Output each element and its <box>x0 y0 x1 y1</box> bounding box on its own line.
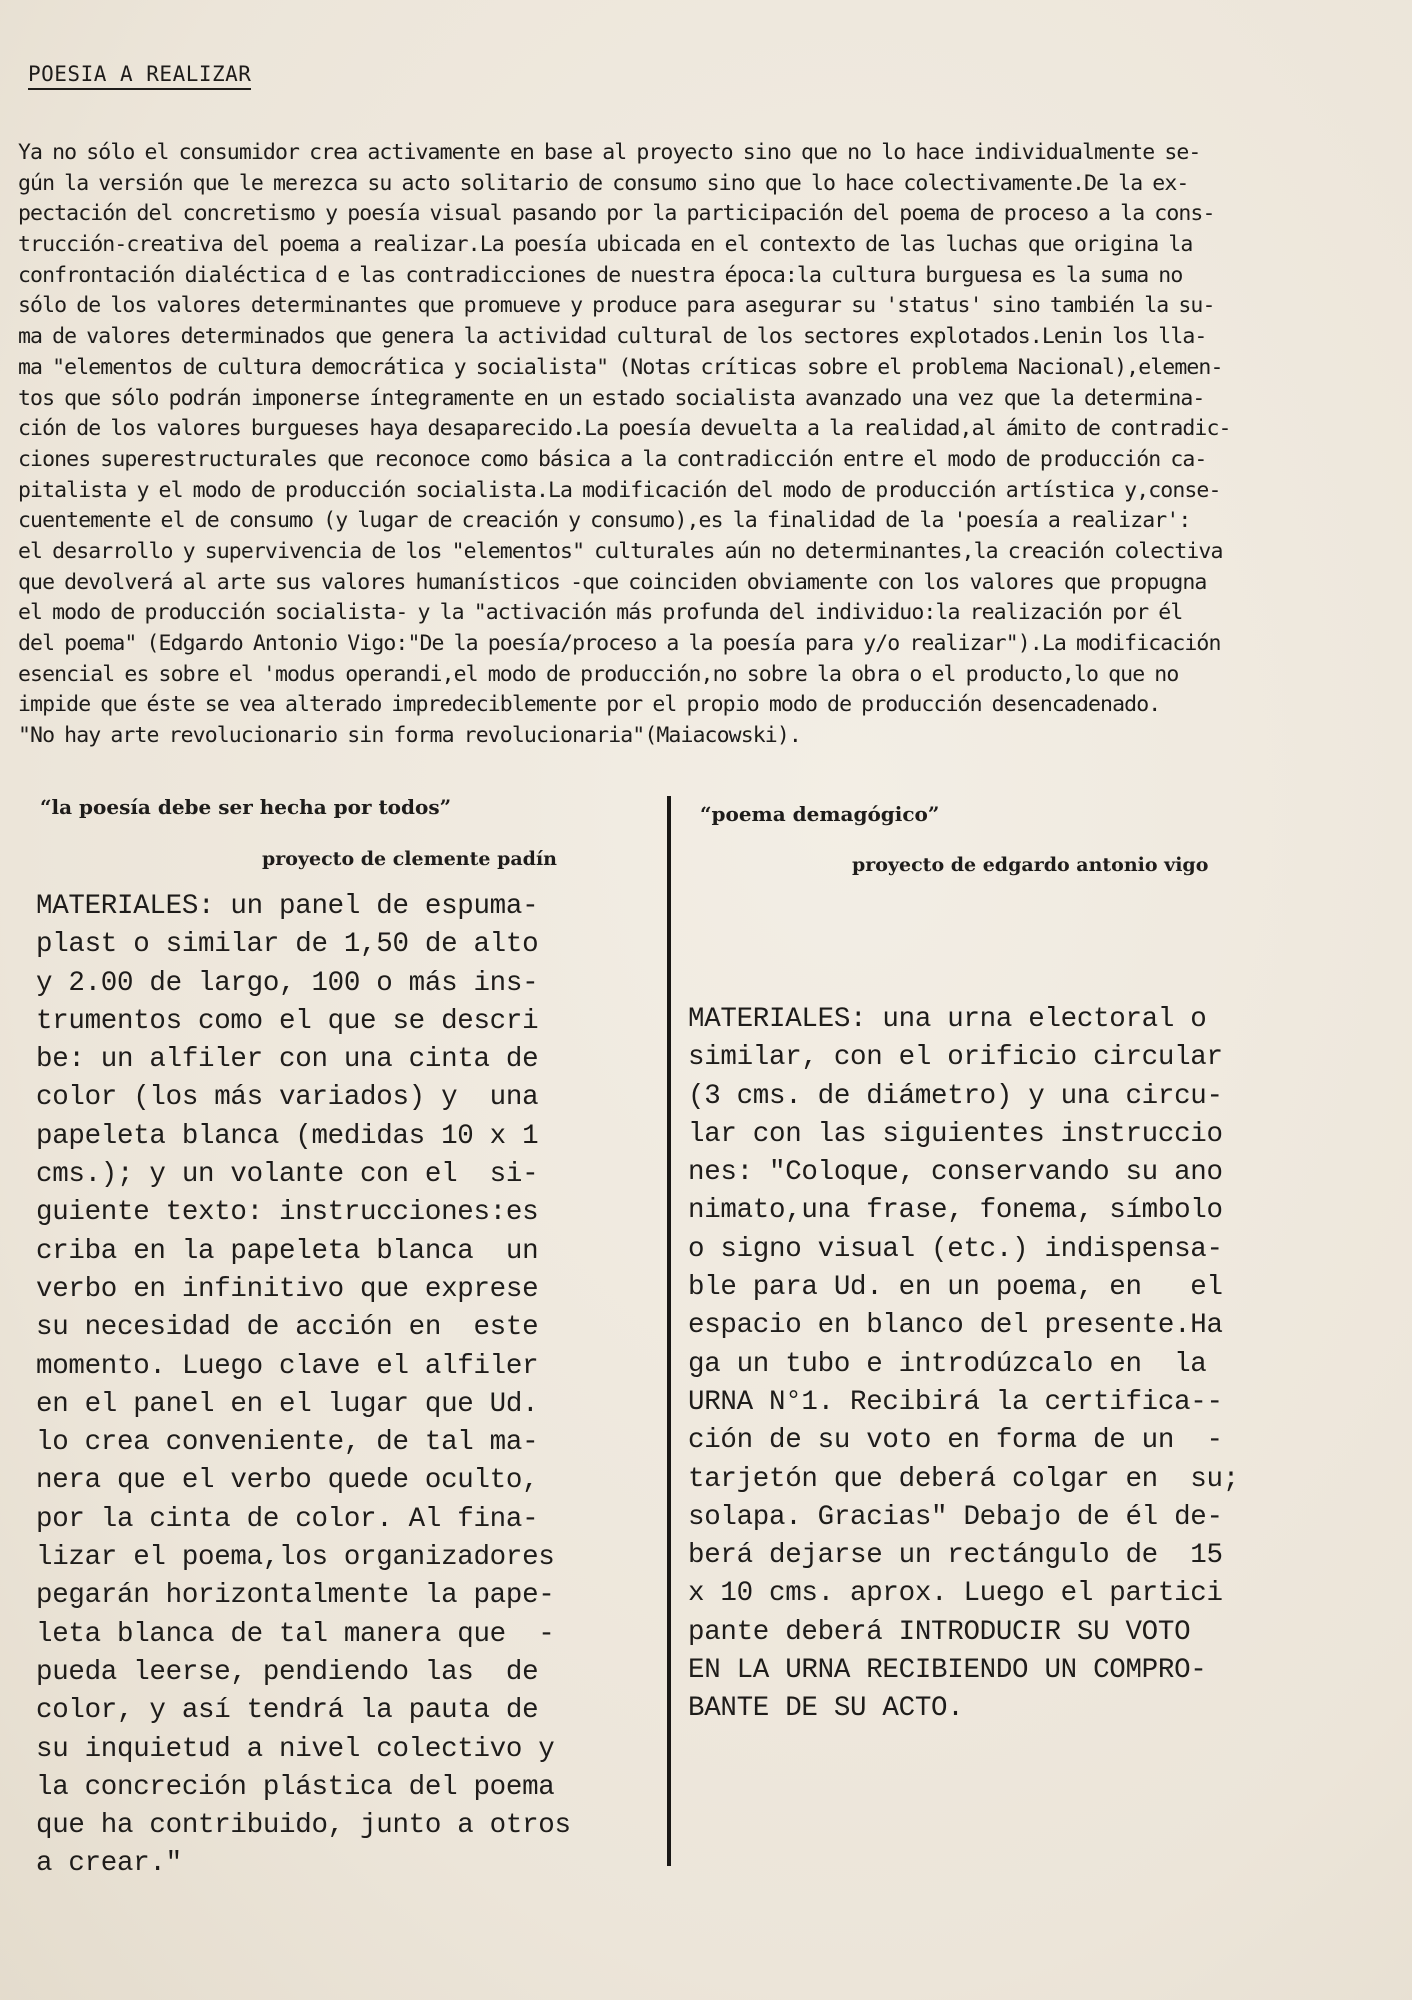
left-column-line: color (los más variados) y una <box>36 1082 539 1114</box>
left-column-line: be: un alfiler con una cinta de <box>36 1044 539 1076</box>
right-column-line: MATERIALES: una urna electoral o <box>688 1004 1207 1035</box>
right-column-line: nes: "Coloque, conservando su ano <box>688 1157 1223 1189</box>
intro-line: pitalista y el modo de producción socialista.La modificación del modo de producción artística y,conse- <box>18 477 1221 503</box>
left-column-line: plast o similar de 1,50 de alto <box>36 929 539 961</box>
left-column-line: a crear." <box>36 1848 182 1880</box>
right-column-line: solapa. Gracias" Debajo de él de- <box>688 1501 1223 1533</box>
right-column-line: lar con las siguientes instruccio <box>688 1118 1223 1150</box>
left-column-line: en el panel en el lugar que Ud. <box>36 1388 539 1420</box>
intro-line: "No hay arte revolucionario sin forma revolucionaria"(Maiacowski). <box>18 723 801 749</box>
left-column-line: nera que el verbo quede oculto, <box>36 1465 539 1497</box>
left-column-line: su necesidad de acción en este <box>36 1312 539 1344</box>
left-column-line: momento. Luego clave el alfiler <box>36 1350 539 1382</box>
right-column-line: x 10 cms. aprox. Luego el partici <box>688 1578 1223 1610</box>
right-column-line: EN LA URNA RECIBIENDO UN COMPRO- <box>688 1655 1207 1687</box>
left-column-line: por la cinta de color. Al fina- <box>36 1503 539 1535</box>
left-column-author: proyecto de clemente padín <box>262 848 557 870</box>
right-column-line: berá dejarse un rectángulo de 15 <box>688 1540 1223 1572</box>
intro-line: Ya no sólo el consumidor crea activamente en base al proyecto sino que no lo hace individualmente se- <box>18 140 1201 165</box>
intro-line: trucción-creativa del poema a realizar.La poesía ubicada en el contexto de las luchas que origina la <box>18 232 1193 258</box>
intro-line: el desarrollo y supervivencia de los "elementos" culturales aún no determinantes,la creación colectiva <box>18 538 1223 564</box>
right-column-line: similar, con el orificio circular <box>688 1042 1223 1074</box>
left-column-line: trumentos como el que se descri <box>36 1005 539 1037</box>
intro-line: del poema" (Edgardo Antonio Vigo:"De la poesía/proceso a la poesía para y/o realizar").La modificación <box>18 631 1221 656</box>
right-column-body <box>688 1001 1239 1729</box>
left-column-body <box>36 888 571 1884</box>
intro-line: cuentemente el de consumo (y lugar de creación y consumo),es la finalidad de la 'poesía a realizar': <box>18 508 1191 534</box>
intro-line: ma de valores determinados que genera la actividad cultural de los sectores explotados.Lenin los lla- <box>18 324 1207 350</box>
intro-line: ciones superestructurales que reconoce como básica a la contradicción entre el modo de producción ca- <box>18 446 1207 472</box>
intro-paragraph <box>18 138 1336 752</box>
right-column-line: pante deberá INTRODUCIR SU VOTO <box>688 1616 1191 1648</box>
right-column-line: BANTE DE SU ACTO. <box>688 1693 964 1725</box>
right-column-line: o signo visual (etc.) indispensa- <box>688 1233 1223 1265</box>
intro-line: que devolverá al arte sus valores humanísticos -que coinciden obviamente con los valores que propugna <box>18 569 1207 595</box>
left-column-line: criba en la papeleta blanca un <box>36 1235 539 1267</box>
right-column-line: URNA N°1. Recibirá la certifica-- <box>688 1386 1223 1418</box>
right-column-author: proyecto de edgardo antonio vigo <box>852 854 1209 876</box>
left-column-line: papeleta blanca (medidas 10 x 1 <box>36 1120 539 1152</box>
right-column-line: ble para Ud. en un poema, en el <box>688 1272 1223 1304</box>
intro-line: esencial es sobre el 'modus operandi,el modo de producción,no sobre la obra o el producto,lo que no <box>18 661 1179 687</box>
right-column-line: tarjetón que deberá colgar en su; <box>688 1463 1239 1495</box>
left-column-title: “la poesía debe ser hecha por todos” <box>40 795 452 819</box>
intro-line: ción de los valores burgueses haya desaparecido.La poesía devuelta a la realidad,al ámito de contradic- <box>18 416 1231 442</box>
intro-line: ma "elementos de cultura democrática y socialista" (Notas críticas sobre el problema Nacional),elemen- <box>18 354 1223 380</box>
right-column-line: espacio en blanco del presente.Ha <box>688 1310 1223 1342</box>
left-column-line: color, y así tendrá la pauta de <box>36 1695 539 1727</box>
left-column-line: la concreción plástica del poema <box>36 1771 555 1803</box>
column-divider <box>667 796 671 1866</box>
left-column-line: leta blanca de tal manera que - <box>36 1618 555 1650</box>
left-column-line: y 2.00 de largo, 100 o más ins- <box>36 967 539 999</box>
right-column-line: (3 cms. de diámetro) y una circu- <box>688 1080 1223 1112</box>
left-column-line: verbo en infinitivo que exprese <box>36 1273 539 1305</box>
left-column-line: su inquietud a nivel colectivo y <box>36 1733 555 1765</box>
right-column-title: “poema demagógico” <box>700 802 940 826</box>
intro-line: sólo de los valores determinantes que promueve y produce para asegurar su 'status' sino también la su- <box>18 293 1215 319</box>
intro-line: tos que sólo podrán imponerse íntegramente en un estado socialista avanzado una vez que la determina- <box>18 385 1205 411</box>
right-column-line: nimato,una frase, fonema, símbolo <box>688 1195 1223 1227</box>
left-column-line: pegarán horizontalmente la pape- <box>36 1580 555 1612</box>
intro-line: confrontación dialéctica d e las contradicciones de nuestra época:la cultura burguesa es la suma no <box>18 262 1183 288</box>
left-column-line: lizar el poema,los organizadores <box>36 1542 555 1574</box>
left-column-line: lo crea conveniente, de tal ma- <box>36 1427 539 1459</box>
left-column-line: cms.); y un volante con el si- <box>36 1159 539 1191</box>
intro-line: pectación del concretismo y poesía visual pasando por la participación del poema de proceso a la cons- <box>18 201 1215 227</box>
page-title: POESIA A REALIZAR <box>28 62 251 90</box>
intro-line: gún la versión que le merezca su acto solitario de consumo sino que lo hace colectivamente.De la ex- <box>18 170 1189 196</box>
left-column-line: pueda leerse, pendiendo las de <box>36 1656 539 1688</box>
intro-line: el modo de producción socialista- y la "activación más profunda del individuo:la realización por él <box>18 600 1183 626</box>
right-column-line: ción de su voto en forma de un - <box>688 1425 1223 1457</box>
intro-line: impide que éste se vea alterado impredeciblemente por el propio modo de producción desencadenado. <box>18 692 1161 718</box>
right-column-line: ga un tubo e introdúzcalo en la <box>688 1348 1207 1380</box>
left-column-line: MATERIALES: un panel de espuma- <box>36 891 539 922</box>
left-column-line: guiente texto: instrucciones:es <box>36 1197 539 1229</box>
left-column-line: que ha contribuido, junto a otros <box>36 1810 571 1842</box>
